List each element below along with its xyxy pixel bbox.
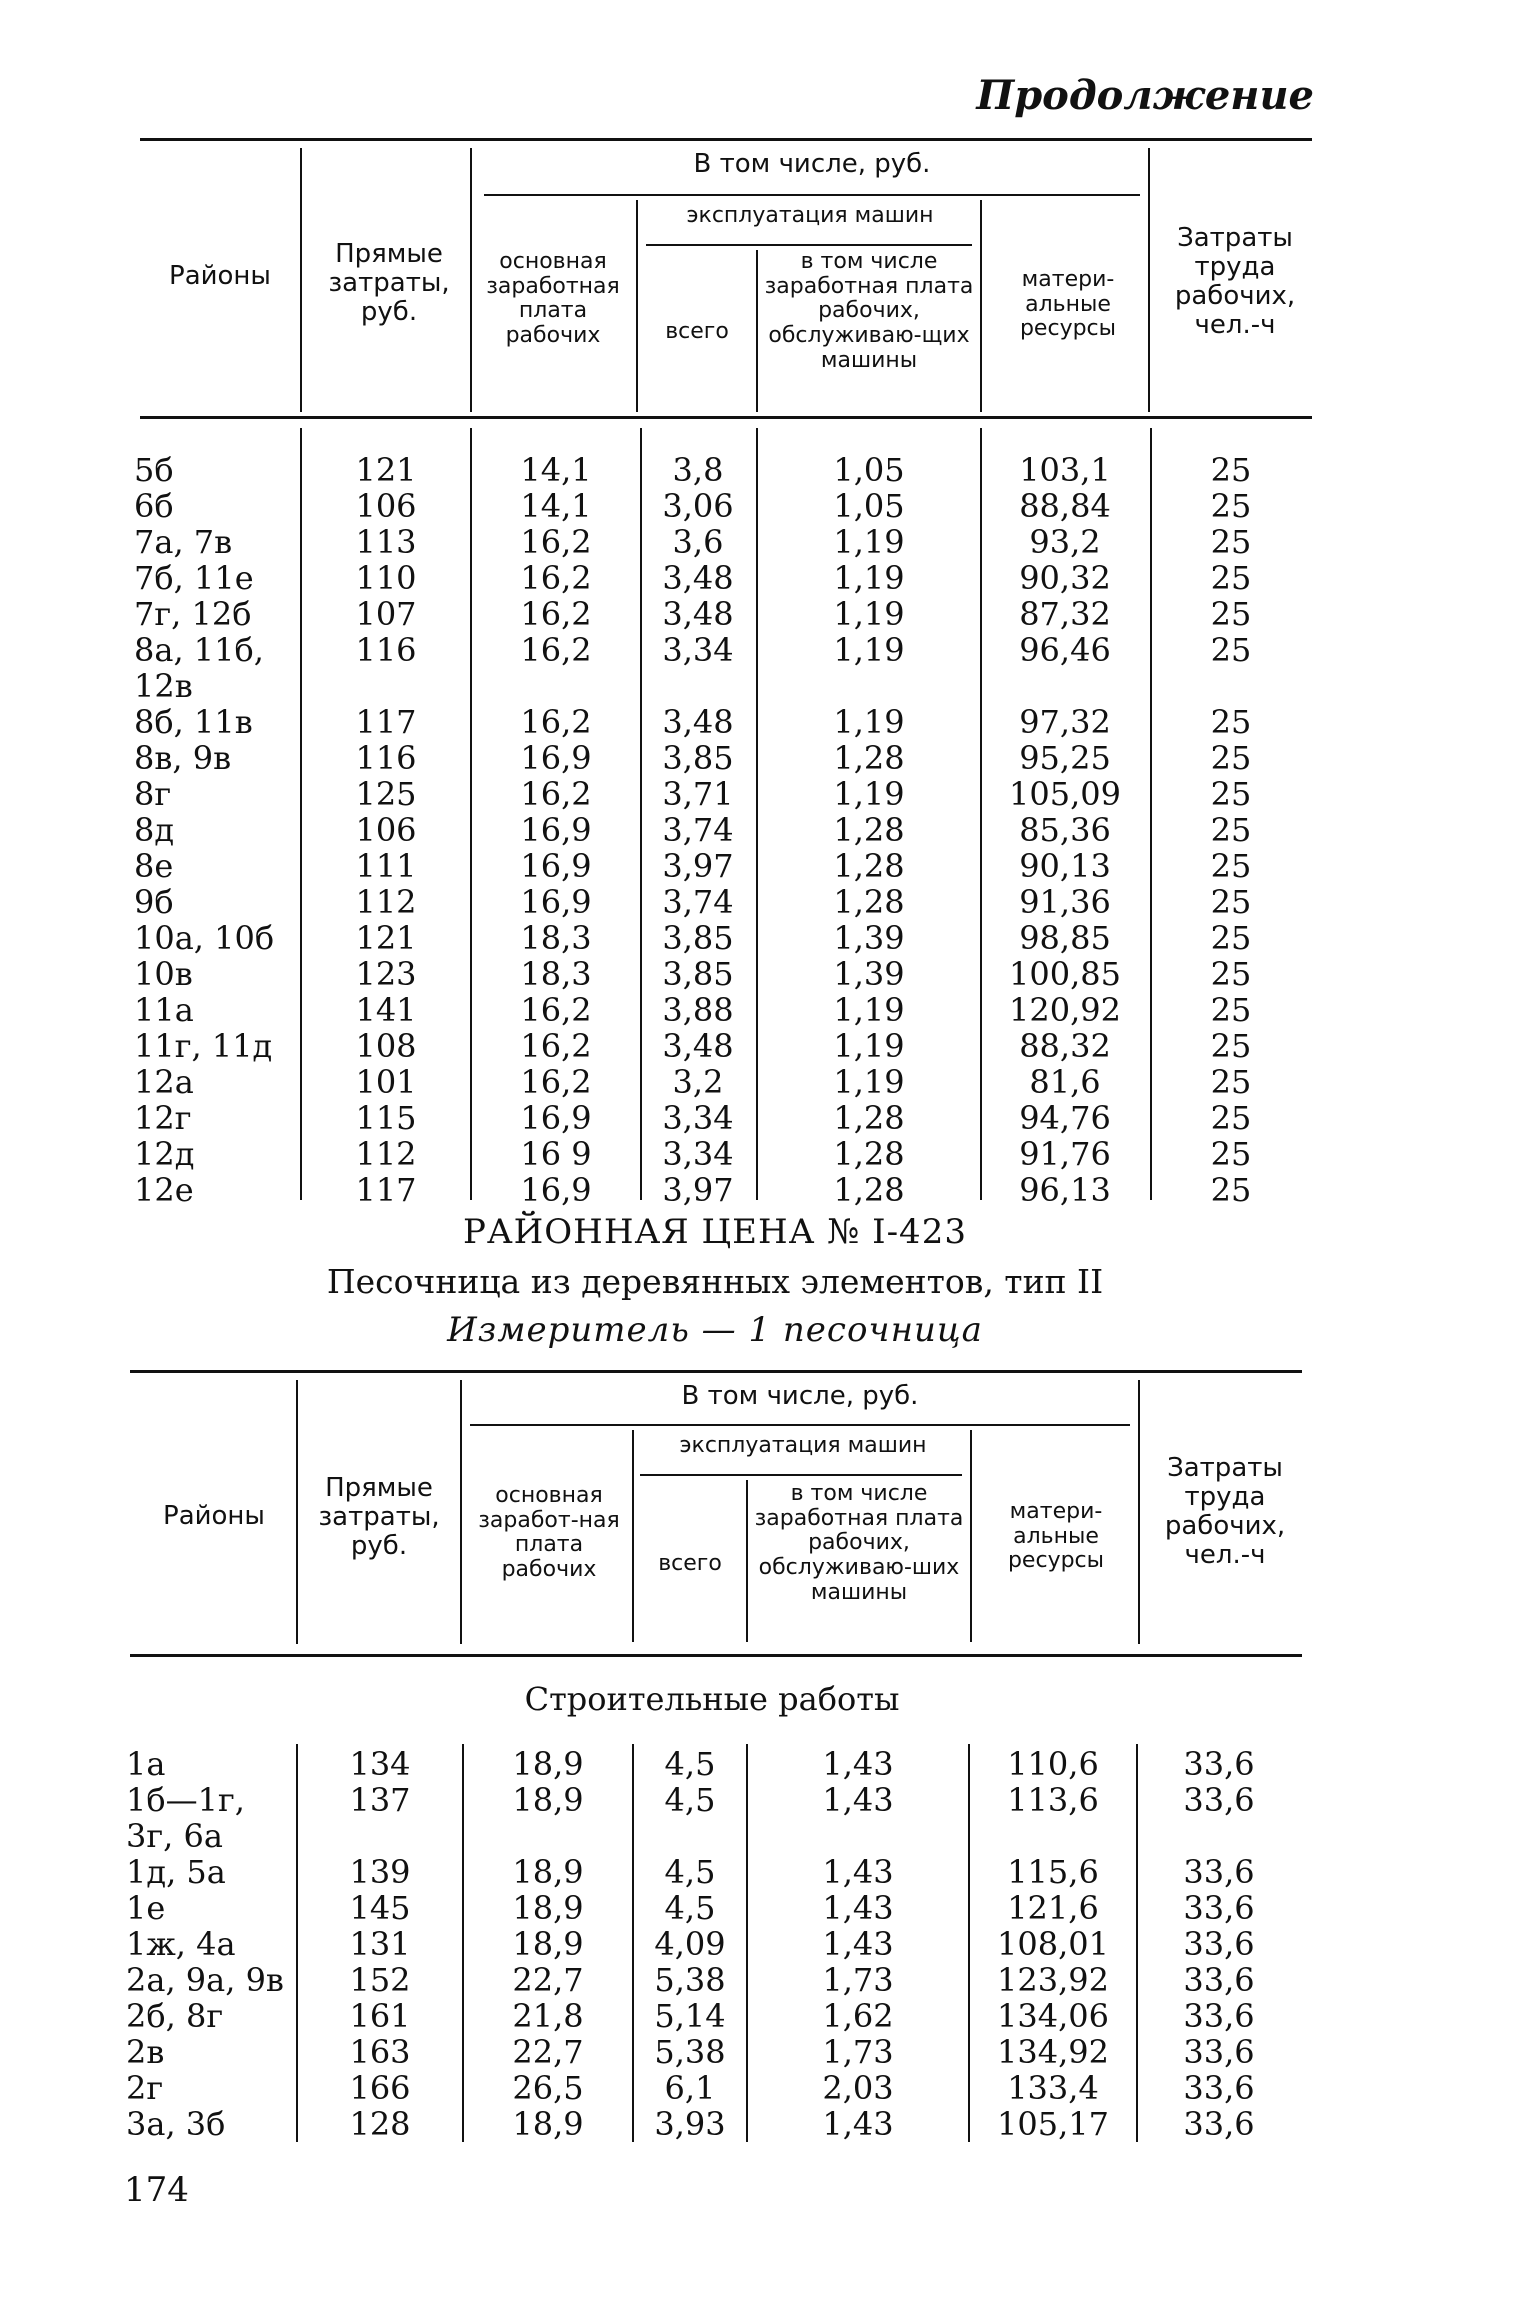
table-cell-labor: 33,6 bbox=[1183, 1925, 1255, 1963]
table-cell-mwage: 1,19 bbox=[833, 775, 905, 813]
table-cell-wage: 18,3 bbox=[520, 955, 592, 993]
table-cell-region: 2в bbox=[126, 2033, 165, 2071]
t1-col-mtotal bbox=[642, 452, 754, 1208]
table-cell-mtotal: 3,34 bbox=[662, 1099, 734, 1137]
table-cell-wage: 16,9 bbox=[520, 847, 592, 885]
table-cell-labor: 33,6 bbox=[1183, 2033, 1255, 2071]
page-number: 174 bbox=[124, 2170, 189, 2210]
table-cell-region: 8б, 11в bbox=[134, 703, 253, 741]
table-2-top-rule bbox=[130, 1370, 1302, 1373]
table-cell-labor: 33,6 bbox=[1183, 1853, 1255, 1891]
table-cell-direct: 131 bbox=[349, 1925, 411, 1963]
table-cell-mwage: 1,28 bbox=[833, 847, 905, 885]
table-cell-direct: 111 bbox=[355, 847, 417, 885]
table-cell-wage: 16,9 bbox=[520, 883, 592, 921]
table-cell-labor: 25 bbox=[1210, 1099, 1252, 1137]
table-cell-region: 2а, 9а, 9в bbox=[126, 1961, 284, 1999]
table-1-header-bottom-rule bbox=[140, 416, 1312, 419]
table-cell-region: 12а bbox=[134, 1063, 194, 1101]
t2-header-incl-wage: в том числе заработная плата рабочих, обслуживаю-ших машины bbox=[754, 1481, 964, 1605]
t2-col-materials bbox=[970, 1746, 1136, 2142]
table-cell-labor: 25 bbox=[1210, 631, 1252, 669]
table-cell-direct: 166 bbox=[349, 2069, 411, 2107]
table-cell-mtotal: 3,74 bbox=[662, 811, 734, 849]
table-cell-materials: 88,84 bbox=[1019, 487, 1111, 525]
t1-header-direct: Прямые затраты, руб. bbox=[328, 239, 450, 328]
table-cell-materials: 96,46 bbox=[1019, 631, 1111, 669]
table-cell-wage: 18,9 bbox=[512, 1781, 584, 1819]
table-cell-mwage: 1,28 bbox=[833, 883, 905, 921]
t1-hdr-hline bbox=[646, 244, 972, 246]
table-cell-region: 12в bbox=[134, 667, 193, 705]
table-cell-wage: 18,9 bbox=[512, 1889, 584, 1927]
t1-hdr-vline bbox=[1148, 148, 1150, 412]
table-cell-labor: 25 bbox=[1210, 451, 1252, 489]
table-cell-mwage: 1,28 bbox=[833, 1099, 905, 1137]
table-cell-wage: 16,2 bbox=[520, 1027, 592, 1065]
table-cell-mwage: 1,19 bbox=[833, 595, 905, 633]
table-cell-mwage: 1,43 bbox=[822, 1853, 894, 1891]
t1-hdr-hline bbox=[484, 194, 1140, 196]
table-cell-mwage: 1,39 bbox=[833, 919, 905, 957]
table-cell-mtotal: 3,85 bbox=[662, 919, 734, 957]
table-cell-materials: 105,09 bbox=[1009, 775, 1121, 813]
table-cell-wage: 16,2 bbox=[520, 703, 592, 741]
t1-hdr-vline bbox=[756, 250, 758, 412]
t1-hdr-vline bbox=[980, 200, 982, 412]
table-cell-wage: 22,7 bbox=[512, 2033, 584, 2071]
t1-col-materials bbox=[982, 452, 1148, 1208]
table-cell-region: 5б bbox=[134, 451, 174, 489]
table-cell-labor: 25 bbox=[1210, 523, 1252, 561]
t1-col-region bbox=[134, 452, 300, 1208]
table-cell-wage: 16 9 bbox=[520, 1135, 592, 1173]
table-cell-direct: 139 bbox=[349, 1853, 411, 1891]
table-cell-labor: 33,6 bbox=[1183, 2105, 1255, 2143]
table-cell-mtotal bbox=[642, 668, 754, 704]
table-cell-region: 7а, 7в bbox=[134, 523, 233, 561]
t2-col-wage bbox=[464, 1746, 632, 2142]
table-cell-mtotal: 4,5 bbox=[664, 1889, 716, 1927]
table-cell-wage: 21,8 bbox=[512, 1997, 584, 2035]
table-cell-wage: 14,1 bbox=[520, 451, 592, 489]
table-cell-direct: 106 bbox=[355, 811, 417, 849]
table-cell-materials bbox=[970, 1818, 1136, 1854]
table-cell-direct: 106 bbox=[355, 487, 417, 525]
t2-col-direct bbox=[298, 1746, 462, 2142]
table-cell-materials: 88,32 bbox=[1019, 1027, 1111, 1065]
table-cell-wage: 16,2 bbox=[520, 595, 592, 633]
t1-col-wage bbox=[472, 452, 640, 1208]
table-cell-region: 8а, 11б, bbox=[134, 631, 264, 669]
table-cell-direct: 116 bbox=[355, 631, 417, 669]
table-cell-wage: 16,2 bbox=[520, 523, 592, 561]
table-cell-labor: 33,6 bbox=[1183, 1889, 1255, 1927]
table-cell-wage: 16,9 bbox=[520, 811, 592, 849]
table-cell-mwage: 1,19 bbox=[833, 559, 905, 597]
table-cell-mtotal: 4,5 bbox=[664, 1745, 716, 1783]
table-cell-region: 12г bbox=[134, 1099, 192, 1137]
t2-hdr-hline bbox=[470, 1424, 1130, 1426]
table-cell-region: 1е bbox=[126, 1889, 166, 1927]
table-cell-mtotal: 3,48 bbox=[662, 703, 734, 741]
table-cell-mtotal: 4,5 bbox=[664, 1853, 716, 1891]
price-title: РАЙОННАЯ ЦЕНА № I-423 bbox=[463, 1212, 967, 1252]
table-cell-wage bbox=[464, 1818, 632, 1854]
table-cell-mwage: 1,28 bbox=[833, 739, 905, 777]
table-cell-labor bbox=[1138, 1818, 1300, 1854]
table-cell-direct: 141 bbox=[355, 991, 417, 1029]
t1-col-labor bbox=[1152, 452, 1310, 1208]
table-cell-mwage: 1,19 bbox=[833, 703, 905, 741]
table-cell-labor: 33,6 bbox=[1183, 1745, 1255, 1783]
table-cell-mtotal: 3,97 bbox=[662, 1171, 734, 1209]
table-cell-labor: 25 bbox=[1210, 1027, 1252, 1065]
table-cell-mtotal: 3,8 bbox=[672, 451, 724, 489]
table-cell-region: 8в, 9в bbox=[134, 739, 232, 777]
table-cell-materials: 115,6 bbox=[1007, 1853, 1099, 1891]
table-cell-mtotal: 3,34 bbox=[662, 631, 734, 669]
table-cell-labor: 25 bbox=[1210, 1135, 1252, 1173]
table-cell-mwage: 1,19 bbox=[833, 1027, 905, 1065]
table-cell-mtotal: 4,09 bbox=[654, 1925, 726, 1963]
table-cell-mwage: 1,05 bbox=[833, 451, 905, 489]
table-cell-mtotal: 3,97 bbox=[662, 847, 734, 885]
table-cell-labor: 25 bbox=[1210, 991, 1252, 1029]
t2-header-direct: Прямые затраты, руб. bbox=[318, 1473, 440, 1562]
table-cell-materials: 94,76 bbox=[1019, 1099, 1111, 1137]
t2-hdr-vline bbox=[970, 1430, 972, 1642]
table-cell-region: 11г, 11д bbox=[134, 1027, 273, 1065]
table-cell-materials: 134,06 bbox=[997, 1997, 1109, 2035]
table-cell-direct: 117 bbox=[355, 1171, 417, 1209]
table-cell-wage: 18,9 bbox=[512, 1853, 584, 1891]
t2-hdr-vline bbox=[460, 1380, 462, 1644]
table-cell-materials: 133,4 bbox=[1007, 2069, 1099, 2107]
table-cell-region: 8д bbox=[134, 811, 175, 849]
table-cell-materials: 98,85 bbox=[1019, 919, 1111, 957]
table-cell-wage: 14,1 bbox=[520, 487, 592, 525]
table-cell-labor: 25 bbox=[1210, 703, 1252, 741]
t1-header-machines: эксплуатация машин bbox=[686, 203, 934, 228]
table-cell-materials: 120,92 bbox=[1009, 991, 1121, 1029]
table-1-top-rule bbox=[140, 138, 1312, 141]
table-cell-direct: 145 bbox=[349, 1889, 411, 1927]
table-cell-labor bbox=[1152, 668, 1310, 704]
table-cell-materials: 96,13 bbox=[1019, 1171, 1111, 1209]
table-cell-materials bbox=[982, 668, 1148, 704]
table-cell-direct: 121 bbox=[355, 919, 417, 957]
table-cell-mtotal: 5,14 bbox=[654, 1997, 726, 2035]
table-cell-direct: 115 bbox=[355, 1099, 417, 1137]
table-cell-wage: 16,2 bbox=[520, 775, 592, 813]
table-cell-mtotal: 3,85 bbox=[662, 955, 734, 993]
price-measure: Измеритель — 1 песочница bbox=[447, 1310, 983, 1350]
continuation-label: Продолжение bbox=[976, 72, 1314, 119]
table-cell-region: 6б bbox=[134, 487, 174, 525]
table-cell-mtotal: 3,48 bbox=[662, 595, 734, 633]
table-cell-region: 8е bbox=[134, 847, 174, 885]
table-cell-mtotal: 3,6 bbox=[672, 523, 724, 561]
table-cell-mtotal: 3,06 bbox=[662, 487, 734, 525]
table-cell-materials: 87,32 bbox=[1019, 595, 1111, 633]
table-cell-mwage: 1,19 bbox=[833, 631, 905, 669]
table-cell-labor: 25 bbox=[1210, 775, 1252, 813]
table-cell-mtotal: 3,93 bbox=[654, 2105, 726, 2143]
table-cell-mwage: 1,19 bbox=[833, 1063, 905, 1101]
table-cell-direct: 108 bbox=[355, 1027, 417, 1065]
table-cell-wage bbox=[472, 668, 640, 704]
table-cell-direct bbox=[302, 668, 470, 704]
table-cell-labor: 33,6 bbox=[1183, 1997, 1255, 2035]
table-cell-direct: 123 bbox=[355, 955, 417, 993]
table-cell-materials: 103,1 bbox=[1019, 451, 1111, 489]
table-cell-mwage: 1,43 bbox=[822, 2105, 894, 2143]
t2-hdr-vline bbox=[632, 1430, 634, 1642]
table-cell-wage: 22,7 bbox=[512, 1961, 584, 1999]
table-cell-region: 1б—1г, bbox=[126, 1781, 245, 1819]
t2-hdr-vline bbox=[296, 1380, 298, 1644]
table-cell-direct: 101 bbox=[355, 1063, 417, 1101]
table-cell-mwage: 1,43 bbox=[822, 1889, 894, 1927]
table-cell-region: 2б, 8г bbox=[126, 1997, 224, 2035]
table-cell-mwage: 1,43 bbox=[822, 1745, 894, 1783]
table-cell-direct: 112 bbox=[355, 1135, 417, 1173]
table-cell-wage: 18,9 bbox=[512, 1745, 584, 1783]
table-cell-mtotal: 3,34 bbox=[662, 1135, 734, 1173]
t1-header-region: Районы bbox=[169, 261, 271, 291]
table-cell-labor: 25 bbox=[1210, 595, 1252, 633]
table-cell-direct: 128 bbox=[349, 2105, 411, 2143]
table-cell-direct: 125 bbox=[355, 775, 417, 813]
table-cell-wage: 26,5 bbox=[512, 2069, 584, 2107]
table-cell-labor: 25 bbox=[1210, 739, 1252, 777]
table-cell-materials: 113,6 bbox=[1007, 1781, 1099, 1819]
table-cell-materials: 91,76 bbox=[1019, 1135, 1111, 1173]
table-cell-mtotal: 3,2 bbox=[672, 1063, 724, 1101]
table-cell-labor: 25 bbox=[1210, 919, 1252, 957]
table-cell-materials: 93,2 bbox=[1029, 523, 1101, 561]
table-cell-materials: 123,92 bbox=[997, 1961, 1109, 1999]
t2-col-mtotal bbox=[634, 1746, 746, 2142]
t2-hdr-vline bbox=[746, 1480, 748, 1642]
table-cell-labor: 25 bbox=[1210, 955, 1252, 993]
t2-header-incl: В том числе, руб. bbox=[681, 1381, 919, 1411]
table-cell-wage: 16,2 bbox=[520, 1063, 592, 1101]
t2-hdr-hline bbox=[640, 1474, 962, 1476]
table-cell-wage: 16,9 bbox=[520, 1099, 592, 1137]
table-2-header-bottom-rule bbox=[130, 1654, 1302, 1657]
table-cell-mwage: 2,03 bbox=[822, 2069, 894, 2107]
table-cell-labor: 25 bbox=[1210, 1063, 1252, 1101]
t2-header-total: всего bbox=[658, 1551, 722, 1576]
t2-header-region: Районы bbox=[163, 1501, 265, 1531]
table-cell-materials: 90,13 bbox=[1019, 847, 1111, 885]
price-subtitle: Песочница из деревянных элементов, тип II bbox=[326, 1262, 1104, 1301]
table-cell-wage: 16,2 bbox=[520, 991, 592, 1029]
section-title: Строительные работы bbox=[524, 1680, 900, 1718]
table-cell-mwage: 1,43 bbox=[822, 1781, 894, 1819]
table-cell-labor: 33,6 bbox=[1183, 2069, 1255, 2107]
table-cell-labor: 25 bbox=[1210, 811, 1252, 849]
table-cell-mtotal: 4,5 bbox=[664, 1781, 716, 1819]
table-cell-mtotal: 3,71 bbox=[662, 775, 734, 813]
table-cell-direct: 161 bbox=[349, 1997, 411, 2035]
t1-header-incl: В том числе, руб. bbox=[693, 149, 931, 179]
table-cell-wage: 16,9 bbox=[520, 1171, 592, 1209]
table-cell-mwage: 1,28 bbox=[833, 1171, 905, 1209]
t1-col-direct bbox=[302, 452, 470, 1208]
table-cell-materials: 85,36 bbox=[1019, 811, 1111, 849]
t1-hdr-vline bbox=[636, 200, 638, 412]
table-cell-direct: 121 bbox=[355, 451, 417, 489]
table-cell-region: 7б, 11е bbox=[134, 559, 254, 597]
t1-hdr-vline bbox=[300, 148, 302, 412]
table-cell-direct: 107 bbox=[355, 595, 417, 633]
table-cell-labor: 25 bbox=[1210, 487, 1252, 525]
table-cell-labor: 25 bbox=[1210, 1171, 1252, 1209]
table-cell-mwage bbox=[748, 1818, 968, 1854]
table-cell-direct: 152 bbox=[349, 1961, 411, 1999]
table-cell-mtotal: 3,48 bbox=[662, 559, 734, 597]
table-cell-region: 1а bbox=[126, 1745, 166, 1783]
table-cell-labor: 33,6 bbox=[1183, 1781, 1255, 1819]
table-cell-mtotal: 6,1 bbox=[664, 2069, 716, 2107]
table-cell-labor: 25 bbox=[1210, 883, 1252, 921]
table-cell-wage: 16,9 bbox=[520, 739, 592, 777]
t2-col-region bbox=[126, 1746, 296, 2142]
table-cell-direct: 134 bbox=[349, 1745, 411, 1783]
table-cell-region: 10а, 10б bbox=[134, 919, 275, 957]
table-cell-direct: 116 bbox=[355, 739, 417, 777]
t1-header-base-wage: основная заработная плата рабочих bbox=[486, 249, 620, 348]
table-cell-wage: 16,2 bbox=[520, 559, 592, 597]
t2-header-materials: матери-альные ресурсы bbox=[1007, 1499, 1105, 1574]
table-cell-mtotal: 3,88 bbox=[662, 991, 734, 1029]
t1-col-mwage bbox=[758, 452, 980, 1208]
table-cell-direct: 110 bbox=[355, 559, 417, 597]
table-cell-materials: 81,6 bbox=[1029, 1063, 1101, 1101]
table-cell-mtotal: 3,48 bbox=[662, 1027, 734, 1065]
table-cell-wage: 18,9 bbox=[512, 2105, 584, 2143]
table-cell-labor: 25 bbox=[1210, 847, 1252, 885]
table-cell-region: 9б bbox=[134, 883, 174, 921]
table-cell-region: 3а, 3б bbox=[126, 2105, 226, 2143]
table-cell-mwage: 1,19 bbox=[833, 991, 905, 1029]
table-cell-mtotal: 3,74 bbox=[662, 883, 734, 921]
table-cell-mtotal bbox=[634, 1818, 746, 1854]
table-cell-region: 10в bbox=[134, 955, 193, 993]
table-cell-region: 1д, 5а bbox=[126, 1853, 226, 1891]
table-cell-region: 12д bbox=[134, 1135, 195, 1173]
table-cell-mtotal: 3,85 bbox=[662, 739, 734, 777]
table-cell-materials: 134,92 bbox=[997, 2033, 1109, 2071]
table-cell-region: 12е bbox=[134, 1171, 194, 1209]
table-cell-region: 3г, 6а bbox=[126, 1817, 223, 1855]
table-cell-materials: 108,01 bbox=[997, 1925, 1109, 1963]
t2-col-labor bbox=[1138, 1746, 1300, 2142]
table-cell-mwage: 1,28 bbox=[833, 1135, 905, 1173]
t1-header-incl-wage: в том числе заработная плата рабочих, обслуживаю-щих машины bbox=[764, 249, 974, 373]
table-cell-region: 2г bbox=[126, 2069, 164, 2107]
table-cell-direct: 137 bbox=[349, 1781, 411, 1819]
table-cell-materials: 121,6 bbox=[1007, 1889, 1099, 1927]
table-cell-wage: 18,3 bbox=[520, 919, 592, 957]
table-cell-region: 8г bbox=[134, 775, 172, 813]
t2-hdr-vline bbox=[1138, 1380, 1140, 1644]
table-cell-region: 7г, 12б bbox=[134, 595, 252, 633]
table-cell-materials: 100,85 bbox=[1009, 955, 1121, 993]
table-cell-mwage bbox=[758, 668, 980, 704]
t1-header-labor: Затраты труда рабочих, чел.-ч bbox=[1174, 223, 1296, 341]
t1-header-total: всего bbox=[665, 319, 729, 344]
table-cell-direct: 112 bbox=[355, 883, 417, 921]
table-cell-mtotal: 5,38 bbox=[654, 2033, 726, 2071]
t1-header-materials: матери-альные ресурсы bbox=[1019, 267, 1117, 342]
t2-header-base-wage: основная заработ-ная плата рабочих bbox=[478, 1483, 620, 1582]
table-cell-materials: 90,32 bbox=[1019, 559, 1111, 597]
table-cell-materials: 110,6 bbox=[1007, 1745, 1099, 1783]
t2-header-machines: эксплуатация машин bbox=[679, 1433, 927, 1458]
table-cell-wage: 18,9 bbox=[512, 1925, 584, 1963]
table-cell-mwage: 1,39 bbox=[833, 955, 905, 993]
table-cell-mwage: 1,62 bbox=[822, 1997, 894, 2035]
table-cell-mtotal: 5,38 bbox=[654, 1961, 726, 1999]
table-cell-mwage: 1,28 bbox=[833, 811, 905, 849]
table-cell-materials: 91,36 bbox=[1019, 883, 1111, 921]
table-cell-wage: 16,2 bbox=[520, 631, 592, 669]
table-cell-region: 11а bbox=[134, 991, 194, 1029]
table-cell-mwage: 1,19 bbox=[833, 523, 905, 561]
table-cell-labor: 25 bbox=[1210, 559, 1252, 597]
table-cell-mwage: 1,73 bbox=[822, 2033, 894, 2071]
table-cell-labor: 33,6 bbox=[1183, 1961, 1255, 1999]
table-cell-materials: 95,25 bbox=[1019, 739, 1111, 777]
table-cell-direct bbox=[298, 1818, 462, 1854]
table-cell-materials: 97,32 bbox=[1019, 703, 1111, 741]
t2-header-labor: Затраты труда рабочих, чел.-ч bbox=[1164, 1453, 1286, 1571]
table-cell-direct: 113 bbox=[355, 523, 417, 561]
table-cell-mwage: 1,43 bbox=[822, 1925, 894, 1963]
table-cell-mwage: 1,05 bbox=[833, 487, 905, 525]
t2-col-mwage bbox=[748, 1746, 968, 2142]
table-cell-materials: 105,17 bbox=[997, 2105, 1109, 2143]
table-cell-mwage: 1,73 bbox=[822, 1961, 894, 1999]
table-cell-direct: 163 bbox=[349, 2033, 411, 2071]
table-cell-direct: 117 bbox=[355, 703, 417, 741]
table-cell-region: 1ж, 4а bbox=[126, 1925, 236, 1963]
